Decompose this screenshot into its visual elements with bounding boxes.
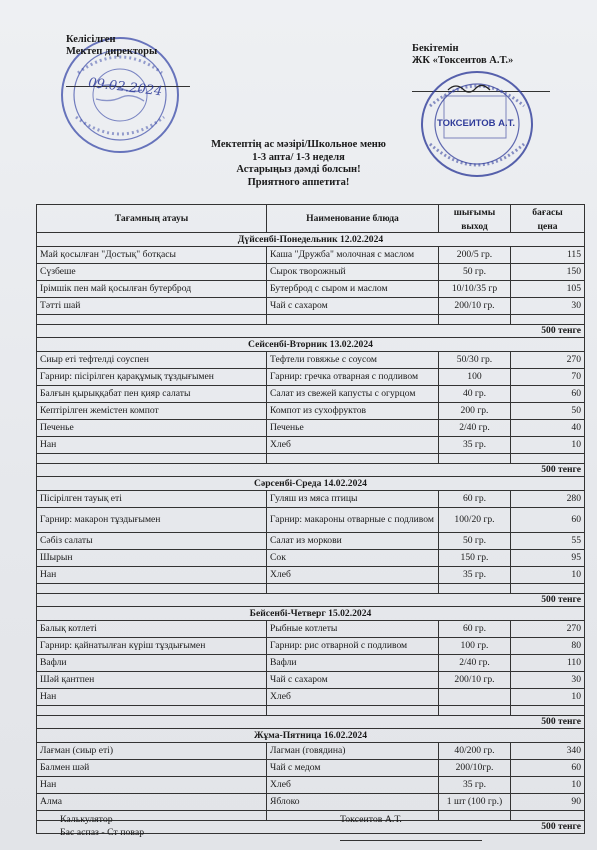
dish-output: 40/200 гр. xyxy=(439,742,511,759)
dish-name-ru: Печенье xyxy=(267,419,439,436)
title-line-4: Приятного аппетита! xyxy=(247,176,350,188)
dish-price: 90 xyxy=(511,793,585,810)
header-price-top: бағасы xyxy=(511,205,585,221)
dish-price: 280 xyxy=(511,490,585,507)
dish-name-ru: Хлеб xyxy=(267,566,439,583)
dish-price: 10 xyxy=(511,688,585,705)
handwritten-date: 09.02.2024 xyxy=(87,75,164,100)
table-row xyxy=(37,419,585,436)
day-title: Жұма-Пятница 16.02.2024 xyxy=(37,728,585,742)
day-row xyxy=(37,728,585,742)
chef-label: Бас аспаз - Ст повар xyxy=(60,827,145,838)
table-row xyxy=(37,351,585,368)
dish-price: 10 xyxy=(511,776,585,793)
dish-price: 55 xyxy=(511,532,585,549)
blank-cell xyxy=(267,583,439,593)
footer-left xyxy=(60,813,144,839)
dish-output: 2/40 гр. xyxy=(439,419,511,436)
dish-price: 30 xyxy=(511,297,585,314)
dish-name-ru: Яблоко xyxy=(267,793,439,810)
day-total: 500 тенге xyxy=(511,820,585,833)
dish-name-ru: Рыбные котлеты xyxy=(267,620,439,637)
dish-name-ru: Компот из сухофруктов xyxy=(267,402,439,419)
table-row xyxy=(37,532,585,549)
dish-name-ru: Гарнир: гречка отварная с подливом xyxy=(267,368,439,385)
dish-price: 270 xyxy=(511,351,585,368)
dish-price: 110 xyxy=(511,654,585,671)
table-row xyxy=(37,671,585,688)
blank-cell xyxy=(511,583,585,593)
table-row xyxy=(37,368,585,385)
blank-cell xyxy=(439,453,511,463)
dish-name-kz: Сиыр еті тефтелді соуспен xyxy=(37,351,267,368)
table-row xyxy=(37,688,585,705)
dish-name-kz: Нан xyxy=(37,566,267,583)
dish-name-kz: Балғын қырыққабат пен қияр салаты xyxy=(37,385,267,402)
day-total-row xyxy=(37,593,585,606)
dish-output: 200/5 гр. xyxy=(439,246,511,263)
dish-name-kz: Тәтті шай xyxy=(37,297,267,314)
blank-cell xyxy=(267,453,439,463)
day-total: 500 тенге xyxy=(511,463,585,476)
table-row xyxy=(37,654,585,671)
blank-cell xyxy=(439,583,511,593)
day-total-row xyxy=(37,463,585,476)
footer-right xyxy=(340,813,402,826)
dish-name-kz: Лағман (сиыр еті) xyxy=(37,742,267,759)
day-total: 500 тенге xyxy=(511,715,585,728)
dish-price: 150 xyxy=(511,263,585,280)
dish-output: 100 гр. xyxy=(439,637,511,654)
total-spacer xyxy=(37,715,511,728)
blank-cell xyxy=(439,810,511,820)
confirm-label: Бекітемін xyxy=(412,43,459,54)
dish-name-kz: Нан xyxy=(37,436,267,453)
table-row xyxy=(37,280,585,297)
total-spacer xyxy=(37,463,511,476)
header-output-bottom: выход xyxy=(439,221,511,233)
blank-cell xyxy=(267,314,439,324)
dish-price: 10 xyxy=(511,566,585,583)
dish-name-kz: Сүзбеше xyxy=(37,263,267,280)
dish-name-kz: Кептірілген жемістен компот xyxy=(37,402,267,419)
day-total-row xyxy=(37,715,585,728)
stamp-name-text: ТОКСЕИТОВ А.Т. xyxy=(437,118,515,129)
table-row xyxy=(37,793,585,810)
approval-label: Келісілген xyxy=(66,34,116,45)
dish-name-kz: Нан xyxy=(37,776,267,793)
dish-name-kz: Сәбіз салаты xyxy=(37,532,267,549)
blank-cell xyxy=(511,453,585,463)
blank-cell xyxy=(439,314,511,324)
dish-name-kz: Вафли xyxy=(37,654,267,671)
table-row xyxy=(37,776,585,793)
day-total: 500 тенге xyxy=(511,593,585,606)
dish-name-kz: Гарнир: макарон тұздығымен xyxy=(37,507,267,532)
blank-cell xyxy=(37,314,267,324)
dish-output: 60 гр. xyxy=(439,490,511,507)
dish-price: 60 xyxy=(511,385,585,402)
director-label: Мектеп директоры xyxy=(66,46,158,57)
dish-output: 50 гр. xyxy=(439,263,511,280)
dish-output: 100/20 гр. xyxy=(439,507,511,532)
blank-cell xyxy=(37,453,267,463)
blank-cell xyxy=(511,810,585,820)
dish-name-kz: Гарнир: пісірілген қарақұмық тұздығымен xyxy=(37,368,267,385)
approval-block xyxy=(66,34,157,58)
blank-row xyxy=(37,453,585,463)
dish-price: 50 xyxy=(511,402,585,419)
dish-name-ru: Хлеб xyxy=(267,436,439,453)
table-row xyxy=(37,759,585,776)
table-row xyxy=(37,742,585,759)
dish-name-ru: Бутерброд с сыром и маслом xyxy=(267,280,439,297)
dish-name-kz: Пісірілген тауық еті xyxy=(37,490,267,507)
day-title: Сейсенбі-Вторник 13.02.2024 xyxy=(37,337,585,351)
dish-name-kz: Печенье xyxy=(37,419,267,436)
table-row xyxy=(37,263,585,280)
blank-cell xyxy=(267,705,439,715)
dish-name-kz: Алма xyxy=(37,793,267,810)
calculator-label: Калькулятор xyxy=(60,814,113,825)
dish-name-kz: Балмен шәй xyxy=(37,759,267,776)
title-line-1: Мектептің ас мәзірі/Школьное меню xyxy=(211,139,386,150)
menu-table xyxy=(36,204,585,834)
dish-price: 40 xyxy=(511,419,585,436)
dish-name-ru: Сок xyxy=(267,549,439,566)
table-row xyxy=(37,246,585,263)
dish-name-kz: Шырын xyxy=(37,549,267,566)
title-line-2: 1-3 апта/ 1-3 неделя xyxy=(252,151,345,163)
dish-name-ru: Гарнир: рис отварной с подливом xyxy=(267,637,439,654)
table-row xyxy=(37,436,585,453)
owner-name: Токсеитов А.Т. xyxy=(340,814,402,825)
table-row xyxy=(37,549,585,566)
dish-name-kz: Гарнир: қайнатылған күріш тұздығымен xyxy=(37,637,267,654)
day-total-row xyxy=(37,324,585,337)
dish-output: 150 гр. xyxy=(439,549,511,566)
dish-name-kz: Май қосылған "Достық" ботқасы xyxy=(37,246,267,263)
dish-name-kz: Шәй қантпен xyxy=(37,671,267,688)
dish-output: 1 шт (100 гр.) xyxy=(439,793,511,810)
table-header-row xyxy=(37,205,585,221)
dish-name-kz: Ірімшік пен май қосылған бутерброд xyxy=(37,280,267,297)
dish-output: 200/10 гр. xyxy=(439,671,511,688)
menu-title xyxy=(0,139,597,189)
blank-cell xyxy=(511,314,585,324)
day-row xyxy=(37,476,585,490)
dish-output: 40 гр. xyxy=(439,385,511,402)
blank-row xyxy=(37,583,585,593)
dish-output: 100 xyxy=(439,368,511,385)
dish-price: 60 xyxy=(511,759,585,776)
dish-price: 80 xyxy=(511,637,585,654)
dish-name-ru: Тефтели говяжье с соусом xyxy=(267,351,439,368)
dish-output: 200 гр. xyxy=(439,402,511,419)
blank-cell xyxy=(37,583,267,593)
dish-output xyxy=(439,688,511,705)
dish-price: 340 xyxy=(511,742,585,759)
dish-name-ru: Чай с сахаром xyxy=(267,297,439,314)
dish-output: 60 гр. xyxy=(439,620,511,637)
day-title: Дүйсенбі-Понедельник 12.02.2024 xyxy=(37,232,585,246)
day-title: Бейсенбі-Четверг 15.02.2024 xyxy=(37,606,585,620)
dish-output: 10/10/35 гр xyxy=(439,280,511,297)
confirm-block xyxy=(412,43,513,67)
table-row xyxy=(37,402,585,419)
title-line-3: Астарыңыз дәмді болсын! xyxy=(236,164,361,175)
dish-name-ru: Гарнир: макароны отварные с подливом xyxy=(267,507,439,532)
table-row xyxy=(37,620,585,637)
blank-cell xyxy=(439,705,511,715)
dish-output: 200/10 гр. xyxy=(439,297,511,314)
dish-output: 35 гр. xyxy=(439,566,511,583)
header-ru-name: Наименование блюда xyxy=(267,205,439,233)
blank-row xyxy=(37,314,585,324)
dish-output: 50/30 гр. xyxy=(439,351,511,368)
table-row xyxy=(37,297,585,314)
dish-name-ru: Чай с медом xyxy=(267,759,439,776)
day-row xyxy=(37,337,585,351)
day-row xyxy=(37,232,585,246)
header-output-top: шығымы xyxy=(439,205,511,221)
day-title: Сәрсенбі-Среда 14.02.2024 xyxy=(37,476,585,490)
dish-output: 50 гр. xyxy=(439,532,511,549)
table-row xyxy=(37,637,585,654)
table-row xyxy=(37,490,585,507)
entrepreneur-label: ЖК «Токсеитов А.Т.» xyxy=(412,55,514,66)
dish-price: 115 xyxy=(511,246,585,263)
header-kz-name: Тағамның атауы xyxy=(37,205,267,233)
dish-name-ru: Лагман (говядина) xyxy=(267,742,439,759)
dish-name-ru: Чай с сахаром xyxy=(267,671,439,688)
blank-cell xyxy=(37,705,267,715)
dish-price: 105 xyxy=(511,280,585,297)
dish-name-ru: Хлеб xyxy=(267,776,439,793)
dish-name-ru: Хлеб xyxy=(267,688,439,705)
dish-name-kz: Нан xyxy=(37,688,267,705)
dish-output: 200/10гр. xyxy=(439,759,511,776)
header-price-bottom: цена xyxy=(511,221,585,233)
dish-name-ru: Вафли xyxy=(267,654,439,671)
dish-price: 30 xyxy=(511,671,585,688)
dish-name-ru: Гуляш из мяса птицы xyxy=(267,490,439,507)
footer-signature-line xyxy=(340,840,482,841)
dish-price: 70 xyxy=(511,368,585,385)
dish-price: 60 xyxy=(511,507,585,532)
dish-price: 95 xyxy=(511,549,585,566)
blank-row xyxy=(37,705,585,715)
day-total: 500 тенге xyxy=(511,324,585,337)
dish-name-ru: Салат из моркови xyxy=(267,532,439,549)
total-spacer xyxy=(37,593,511,606)
dish-name-ru: Салат из свежей капусты с огурцом xyxy=(267,385,439,402)
dish-output: 2/40 гр. xyxy=(439,654,511,671)
dish-output: 35 гр. xyxy=(439,436,511,453)
dish-name-ru: Сырок творожный xyxy=(267,263,439,280)
table-row xyxy=(37,385,585,402)
total-spacer xyxy=(37,324,511,337)
blank-cell xyxy=(511,705,585,715)
dish-price: 10 xyxy=(511,436,585,453)
dish-price: 270 xyxy=(511,620,585,637)
table-row xyxy=(37,507,585,532)
dish-name-ru: Каша "Дружба" молочная с маслом xyxy=(267,246,439,263)
dish-name-kz: Балық котлеті xyxy=(37,620,267,637)
table-row xyxy=(37,566,585,583)
day-row xyxy=(37,606,585,620)
menu-body xyxy=(37,232,585,833)
dish-output: 35 гр. xyxy=(439,776,511,793)
